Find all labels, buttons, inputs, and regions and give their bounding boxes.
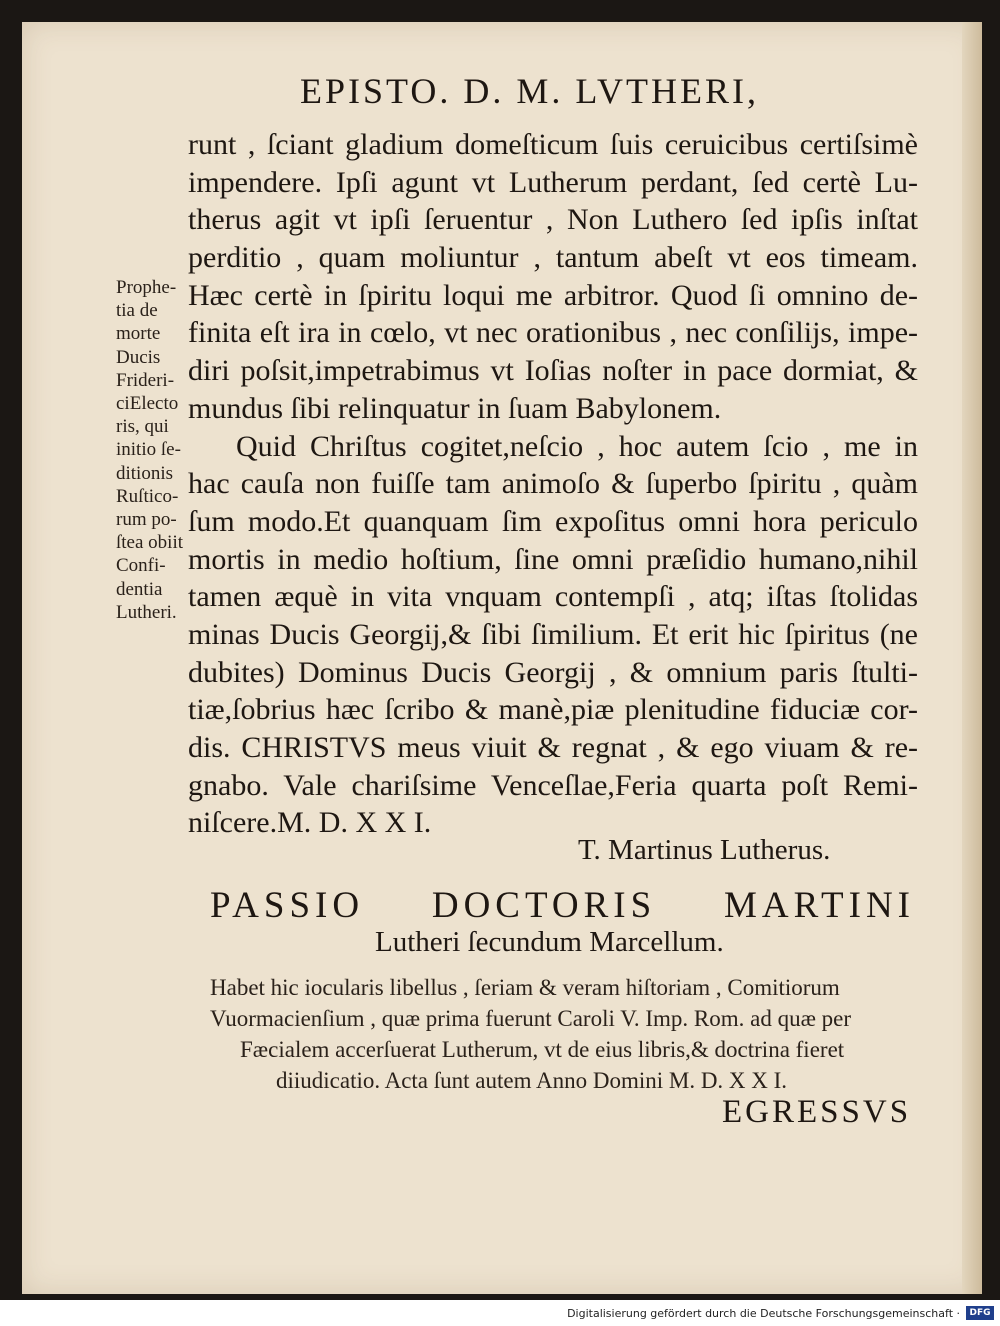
body-line: finita eſt ira in cœlo, vt nec orationibus , nec conſilijs, impe-	[188, 316, 918, 350]
signature: T. Martinus Lutherus.	[578, 834, 831, 866]
body-line: diri poſsit,impetrabimus vt Ioſias noſter in pace dormiat, &	[188, 354, 918, 388]
page-edge	[962, 22, 982, 1294]
running-head: EPISTO. D. M. LVTHERI,	[300, 71, 760, 111]
margin-note-line: Ruſtico-	[116, 485, 179, 507]
body-line: impendere. Ipſi agunt vt Lutherum perdant, ſed certè Lu-	[188, 165, 918, 199]
body-line: ſum modo.Et quanquam ſim expoſitus omni hora periculo	[188, 504, 918, 538]
margin-note-line: ciElecto	[116, 393, 179, 415]
margin-note-line: initio ſe-	[116, 439, 181, 461]
margin-note-line: dentia	[116, 578, 163, 600]
body-line: tamen æquè in vita vnquam contempſi , atq; iſtas ſtolidas	[188, 580, 918, 614]
margin-note-line: Prophe-	[116, 277, 177, 298]
body-line: dis. CHRISTVS meus viuit & regnat , & ego viuam & re-	[188, 731, 918, 764]
body-line: Hæc certè in ſpiritu loqui me arbitror. Quod ſi omnino de-	[188, 278, 918, 312]
body-line: tiæ,ſobrius hæc ſcribo & manè,piæ plenitudine fiduciæ cor-	[188, 693, 918, 727]
body-line: hac cauſa non fuiſſe tam animoſo & ſuperbo ſpiritu , quàm	[188, 467, 918, 501]
margin-note-line: ris, qui	[116, 416, 169, 438]
summary-line: Vuormacienſium , quæ prima fuerunt Caroli V. Imp. Rom. ad quæ per	[210, 1006, 852, 1031]
funding-credit: Digitalisierung gefördert durch die Deutsche Forschungsgemeinschaft ·	[567, 1307, 960, 1320]
margin-note-line: tia de	[116, 300, 158, 322]
margin-note-line: Frideri-	[116, 369, 175, 391]
summary-line: Fæcialem accerſuerat Lutherum, vt de eius libris,& doctrina fieret	[240, 1037, 845, 1062]
body-line: Quid Chriſtus cogitet,neſcio , hoc autem ſcio , me in	[236, 429, 918, 463]
margin-note-line: ſtea obiit	[116, 532, 184, 554]
body-line: minas Ducis Georgij,& ſibi ſimilium. Et erit hic ſpiritus (ne	[188, 617, 918, 651]
margin-note-line: ditionis	[116, 462, 174, 484]
summary-line: Habet hic iocularis libellus , ſeriam & veram hiſtoriam , Comitiorum	[210, 975, 840, 1000]
margin-note-line: morte	[116, 323, 161, 345]
margin-note-line: Confi-	[116, 555, 166, 577]
section-subtitle: Lutheri ſecundum Marcellum.	[375, 926, 724, 958]
body-line: gnabo. Vale chariſsime Venceſlae,Feria quarta poſt Remi-	[188, 768, 918, 802]
body-line: mortis in medio hoſtium, ſine omni præſidio humano,nihil	[188, 542, 918, 576]
footer-bar	[0, 1300, 1000, 1326]
body-line: runt , ſciant gladium domeſticum ſuis ceruicibus certiſsimè	[188, 128, 918, 161]
body-line: therus agit vt ipſi ſeruentur , Non Luthero ſed ipſis inſtat	[188, 203, 918, 237]
dfg-logo-icon: DFG	[966, 1306, 994, 1320]
margin-note-line: Ducis	[116, 346, 161, 368]
body-line: mundus ſibi relinquatur in ſuam Babylonem.	[188, 391, 722, 425]
section-summary	[210, 972, 915, 1096]
summary-line: diiudicatio. Acta ſunt autem Anno Domini M. D. X X I.	[276, 1068, 788, 1093]
margin-note-line: rum po-	[116, 509, 177, 531]
body-line: niſcere.M. D. X X I.	[188, 806, 432, 840]
margin-note-line: Lutheri.	[116, 601, 177, 623]
catchword: EGRESSVS	[722, 1094, 912, 1130]
body-line: dubites) Dominus Ducis Georgij , & omnium paris ſtulti-	[188, 655, 918, 689]
section-title: PASSIO DOCTORIS MARTINI	[210, 885, 915, 926]
body-line: perditio , quam moliuntur , tantum abeſt vt eos timeam.	[188, 241, 918, 275]
margin-note	[116, 276, 208, 624]
letter-body	[188, 126, 918, 842]
